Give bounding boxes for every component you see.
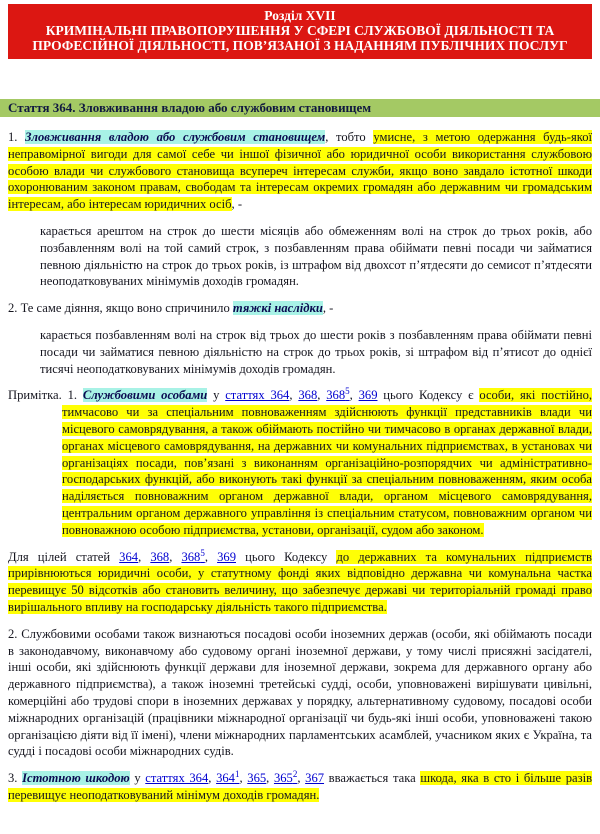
body-text: 1.: [8, 130, 26, 144]
text-highlight: умисне, з метою одержання будь-якої неправомірної вигоди для самої себе чи іншої фізичної або юридичної особи використання службовою особою влади чи службового становища всупереч інтересам служби, якщо воно завдало істотної шкоди охоронюваним законом правам, свободам та інтересам окремих громадян або державним чи громадським інтересам, або інтересам юридичних осіб: [8, 130, 593, 212]
body-text: ,: [169, 549, 182, 564]
article-reference-link[interactable]: 367: [305, 771, 325, 786]
body-text: , -: [322, 301, 334, 316]
body-text: ,: [297, 771, 306, 786]
paragraph: [40, 223, 592, 290]
body-text: , -: [231, 197, 243, 212]
article-number-superscript: 5: [345, 386, 350, 397]
article-body: [0, 117, 600, 820]
body-text: цього Кодексу є: [377, 388, 480, 403]
term-highlight: Службовими особами: [82, 388, 208, 403]
article-reference-link[interactable]: 368$^5$: [181, 547, 205, 564]
text-highlight: до державних та комунальних підприємств прирівнюються юридичні особи, у статутному фонді яких відповідно державна чи комунальна частка перевищує 50 відсотків або становить величину, що забезпечує державі чи територіальній громаді право вирішального впливу на господарську діяльність такого підприємства.: [8, 549, 592, 614]
chapter-title: КРИМІНАЛЬНІ ПРАВОПОРУШЕННЯ У СФЕРІ СЛУЖБОВОЇ ДІЯЛЬНОСТІ ТА ПРОФЕСІЙНОЇ ДІЯЛЬНОСТІ, ПОВ’ЯЗАНОЇ З НАДАННЯМ ПУБЛІЧНИХ ПОСЛУГ: [32, 23, 568, 53]
paragraph: [8, 626, 592, 760]
body-text: вважається така: [324, 771, 421, 786]
body-text: ,: [289, 388, 299, 403]
article-title-bar: [0, 99, 600, 117]
term-highlight: Зловживання владою або службовим становищем: [25, 130, 326, 144]
article-reference-link[interactable]: 365$^2$: [273, 768, 298, 786]
term-highlight: Істотною шкодою: [22, 771, 130, 786]
body-text: ,: [138, 549, 151, 564]
article-reference-link[interactable]: 369: [217, 549, 236, 564]
article-reference-link[interactable]: 368$^5$: [326, 386, 350, 403]
text-highlight: шкода, яка в сто і більше разів перевищує неоподатковуваний мінімум доходів громадян.: [8, 771, 593, 802]
body-text: ,: [208, 771, 217, 786]
article-reference-link[interactable]: 368: [298, 388, 318, 403]
body-text: ,: [266, 771, 274, 786]
body-text: , тобто: [325, 130, 374, 144]
chapter-banner: [8, 4, 592, 59]
body-text: 2. Те саме діяння, якщо воно спричинило: [8, 301, 233, 316]
paragraph: [8, 129, 592, 213]
body-text: карається арештом на строк до шести місяців або обмеженням волі на строк до трьох років, або позбавленням волі на той самий строк, з позбавленням права обіймати певні посади чи займатися певною діяльністю на строк до трьох років, із штрафом від двохсот п’ятдесяти до семисот п’ятдесяти неоподатковуваних мінімумів доходів громадян.: [40, 223, 592, 289]
article-reference-link[interactable]: 364: [119, 549, 139, 564]
paragraph: [40, 327, 592, 377]
body-text: ,: [317, 388, 327, 403]
body-text: ,: [239, 771, 248, 786]
body-text: цього Кодексу: [235, 549, 337, 564]
term-highlight: тяжкі наслідки: [232, 301, 323, 316]
article-reference-link[interactable]: статтях 364: [225, 388, 290, 403]
body-text: 2. Службовими особами також визнаються посадові особи іноземних держав (особи, які обіймають посади в законодавчому, виконавчому або судовому органі іноземної держави, у тому числі присяжні засідателі, інші особи, які здійснюють функції держави для іноземної держави, зокрема для державного органу або державного підприємства), а також іноземні третейські судді, особи, уповноважені вирішувати цивільні, комерційні або трудові спори в іноземних державах у порядку, альтернативному судовому, посадові особи міжнародних організацій (працівники міжнародної організації чи будь-які інші особи, уповноважені такою організацією діяти від її імені), члени міжнародних парламентських асамблей, учасником яких є Україна, та судді і посадові особи міжнародних судів.: [8, 626, 592, 759]
paragraph: [8, 770, 592, 804]
paragraph: [8, 549, 592, 616]
article-reference-link[interactable]: статтях 364: [145, 771, 209, 786]
body-text: у: [129, 771, 146, 786]
body-text: у: [207, 388, 226, 403]
law-document-page: [0, 4, 600, 834]
article-reference-link[interactable]: 368: [150, 549, 170, 564]
body-text: Примітка. 1.: [8, 388, 83, 403]
body-text: ,: [349, 388, 359, 403]
article-number-superscript: 2: [292, 768, 298, 779]
article-reference-link[interactable]: 364$^1$: [216, 768, 240, 786]
body-text: Для цілей статей: [8, 549, 120, 564]
text-highlight: особи, які постійно, тимчасово чи за спеціальним повноваженням здійснюють функції представників влади чи місцевого самоврядування, а також обіймають постійно чи тимчасово в органах державної влади, органах місцевого самоврядування, на державних чи комунальних підприємствах, в установах чи організаціях посади, пов’язані з виконанням організаційно-розпорядчих чи адміністративно-господарських функцій, або виконують такі функції за спеціальним повноваженням, яким особа наділяється повноважним органом державної влади, органом місцевого самоврядування, центральним органом державного управління із спеціальним статусом, повноважним органом чи повноважною особою підприємства, установи, організації, судом або законом.: [62, 388, 593, 537]
article-reference-link[interactable]: 369: [358, 388, 378, 403]
article-number-superscript: 1: [234, 768, 240, 779]
article-heading: Стаття 364. Зловживання владою або службовим становищем: [8, 100, 372, 115]
chapter-number: Розділ XVII: [264, 8, 336, 23]
paragraph: [8, 387, 592, 538]
article-reference-link[interactable]: 365: [247, 771, 267, 786]
article-number-superscript: 5: [200, 547, 205, 558]
body-text: ,: [204, 549, 218, 564]
body-text: 3.: [8, 771, 23, 786]
paragraph: [8, 300, 592, 317]
body-text: карається позбавленням волі на строк від трьох до шести років з позбавленням права обіймати певні посади чи займатися певною діяльністю на строк до трьох років, зі штрафом від п’ятисот до однієї тисячі неоподатковуваних мінімумів доходів громадян.: [40, 327, 592, 376]
